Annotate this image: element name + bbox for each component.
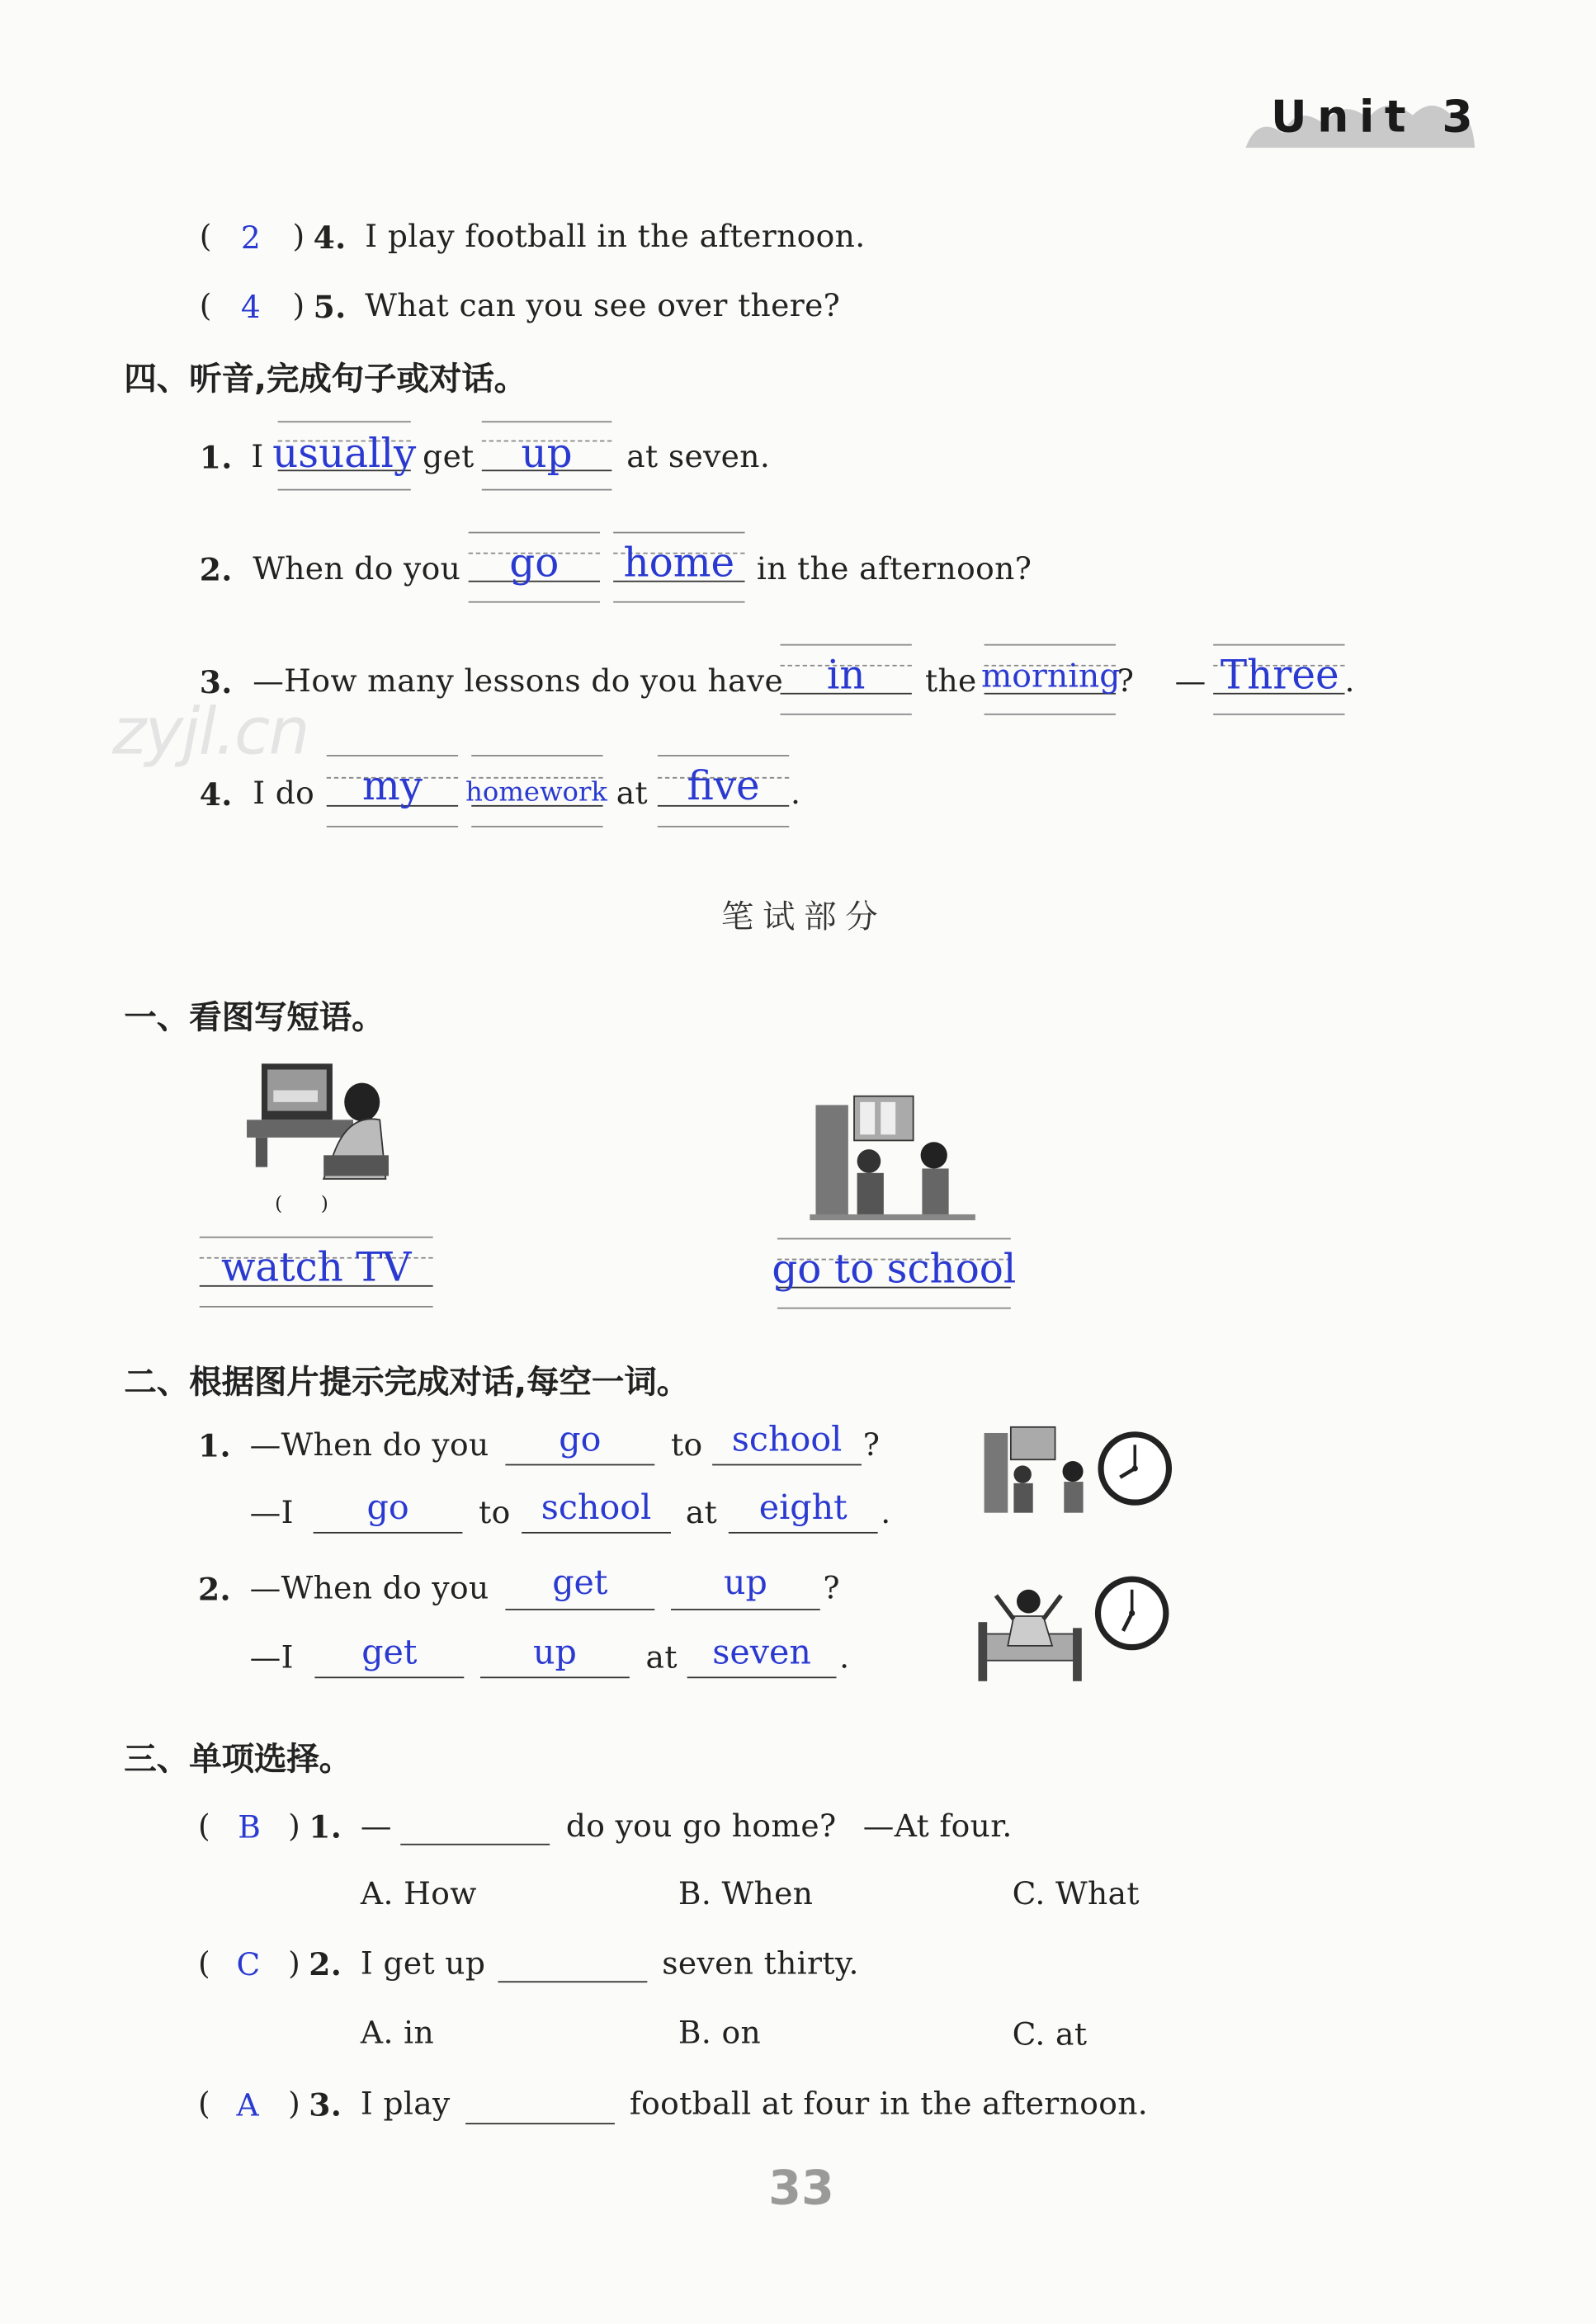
school-picture-icon (981, 1424, 1099, 1516)
answer: school (541, 1489, 652, 1528)
answer: A (236, 2087, 260, 2124)
text: get (423, 438, 475, 474)
paren-close: ) (288, 1945, 301, 1982)
answer-up: up (521, 431, 573, 478)
section-title-listen: 四、听音,完成句子或对话。 (124, 361, 527, 399)
text: ? (823, 1570, 840, 1606)
paren-open: ( (199, 288, 212, 324)
text: . (791, 775, 801, 812)
answer-five: five (687, 763, 760, 810)
option-c: C. at (1012, 2016, 1088, 2053)
text: in the afternoon? (756, 550, 1032, 587)
sentence: What can you see over there? (365, 288, 841, 324)
answer-home: home (623, 540, 735, 587)
text: —How many lessons do you have (253, 663, 784, 700)
text: . (839, 1639, 850, 1676)
answer: 4 (240, 289, 262, 325)
text: at (616, 775, 648, 812)
get-up-picture-icon (975, 1577, 1093, 1687)
answer: seven (712, 1633, 811, 1673)
item-number: 2. (309, 1945, 342, 1983)
answer-go-to-school: go to school (772, 1247, 1017, 1293)
text: ? (862, 1426, 881, 1463)
paren-open: ( (197, 2086, 211, 2122)
answer: school (731, 1421, 843, 1460)
item-number: 1. (197, 1426, 231, 1464)
section-title-dialogue: 二、根据图片提示完成对话,每空一词。 (124, 1365, 690, 1402)
text: When do you (253, 550, 461, 587)
answer: 2 (240, 219, 262, 256)
text: —I (249, 1495, 294, 1531)
answer-watch-tv: watch TV (220, 1245, 412, 1292)
sentence: I play football in the afternoon. (365, 219, 866, 255)
text: ? (1117, 663, 1135, 700)
section-title-choice: 三、单项选择。 (124, 1742, 352, 1780)
answer-three: Three (1220, 653, 1339, 700)
answer-in: in (826, 653, 866, 700)
answer-usually: usually (272, 431, 417, 478)
written-part-title: 笔试部分 (720, 899, 887, 937)
item-number: 4. (313, 219, 347, 256)
text: — (360, 1808, 392, 1844)
text: I get up (360, 1945, 486, 1982)
answer-go: go (509, 540, 560, 587)
section-title-pictures: 一、看图写短语。 (124, 1000, 385, 1038)
answer-homework: homework (465, 776, 607, 808)
option-b: B. on (678, 2015, 762, 2051)
text: to (670, 1426, 703, 1463)
clock-eight-icon (1097, 1430, 1173, 1506)
text: . (1344, 663, 1355, 700)
option-c: C. What (1012, 1876, 1140, 1912)
answer-my: my (361, 763, 423, 810)
watermark: zyjl.cn (112, 694, 309, 770)
answer: up (723, 1564, 767, 1603)
answer: go (559, 1421, 602, 1460)
text: —When do you (249, 1426, 489, 1463)
answer: get (361, 1633, 418, 1673)
option-a: A. in (360, 2015, 435, 2051)
text: at seven. (626, 438, 771, 474)
text: — (1174, 663, 1206, 700)
item-number: 1. (309, 1808, 342, 1846)
text: —At four. (862, 1808, 1013, 1844)
watch-tv-picture-icon (243, 1061, 391, 1182)
item-number: 2. (197, 1570, 231, 1608)
answer: up (532, 1633, 577, 1673)
text: I play (360, 2086, 451, 2122)
item-number: 5. (313, 288, 347, 325)
text: —I (249, 1639, 294, 1676)
option-a: A. How (360, 1876, 477, 1912)
text: at (645, 1639, 678, 1676)
page-number: 33 (768, 2160, 834, 2217)
answer: eight (758, 1489, 848, 1528)
paren-open: ( (199, 219, 212, 255)
answer-morning: morning (980, 658, 1121, 696)
go-to-school-picture-icon (810, 1091, 975, 1223)
text: do you go home? (565, 1808, 837, 1844)
item-number: 3. (309, 2086, 342, 2124)
answer: B (238, 1809, 262, 1846)
paren-open: ( (197, 1945, 211, 1982)
item-number: 3. (199, 663, 233, 700)
clock-seven-icon (1093, 1575, 1170, 1652)
item-number: 4. (199, 775, 233, 813)
text: I (251, 438, 264, 474)
text: I do (253, 775, 315, 812)
text: . (881, 1495, 891, 1531)
text: at (685, 1495, 718, 1531)
item-number: 2. (199, 550, 233, 588)
text: to (479, 1495, 511, 1531)
paren-close: ) (292, 219, 305, 255)
text: seven thirty. (662, 1945, 859, 1982)
text: the (924, 663, 977, 700)
item-number: 1. (199, 438, 233, 476)
text: football at four in the afternoon. (629, 2086, 1149, 2122)
answer: go (366, 1489, 409, 1528)
answer: get (552, 1564, 608, 1603)
picture-paren: ( ) (275, 1193, 328, 1216)
unit-title: Unit 3 (1271, 92, 1484, 144)
paren-close: ) (292, 288, 305, 324)
paren-close: ) (288, 1808, 301, 1844)
paren-open: ( (197, 1808, 211, 1844)
text: —When do you (249, 1570, 489, 1606)
answer: C (236, 1947, 261, 1983)
option-b: B. When (678, 1876, 814, 1912)
paren-close: ) (288, 2086, 301, 2122)
